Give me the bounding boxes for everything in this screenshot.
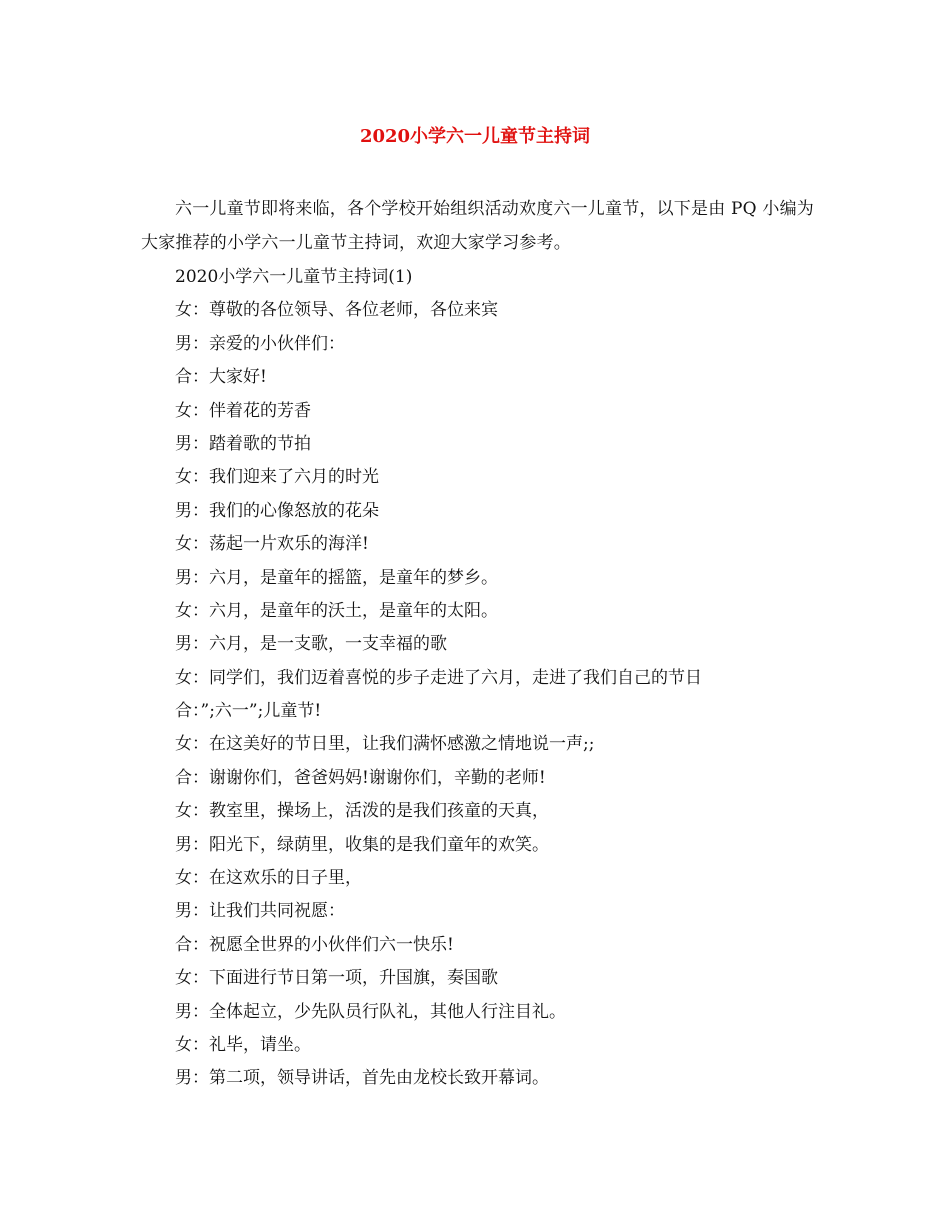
script-lines xyxy=(175,261,815,1096)
script-line: 女：在这美好的节日里，让我们满怀感激之情地说一声;; xyxy=(175,734,595,755)
script-line: 男：踏着歌的节拍 xyxy=(175,433,311,454)
script-line: 男：我们的心像怒放的花朵 xyxy=(175,500,379,521)
script-line: 女：伴着花的芳香 xyxy=(175,400,311,421)
script-line: 女：教室里，操场上，活泼的是我们孩童的天真， xyxy=(175,801,549,822)
script-line: 合：祝愿全世界的小伙伴们六一快乐! xyxy=(175,934,454,955)
script-line: 男：第二项，领导讲话，首先由龙校长致开幕词。 xyxy=(175,1068,549,1089)
script-line: 女：尊敬的各位领导、各位老师，各位来宾 xyxy=(175,300,498,321)
intro-paragraph: 六一儿童节即将来临，各个学校开始组织活动欢度六一儿童节，以下是由 PQ 小编为大家推荐的小学六一儿童节主持词，欢迎大家学习参考。 xyxy=(141,199,814,253)
script-line: 女：同学们，我们迈着喜悦的步子走进了六月，走进了我们自己的节日 xyxy=(175,667,702,688)
script-line: 男：全体起立，少先队员行队礼，其他人行注目礼。 xyxy=(175,1001,566,1022)
script-line: 女：荡起一片欢乐的海洋! xyxy=(175,534,369,555)
script-line: 2020小学六一儿童节主持词(1) xyxy=(175,267,413,287)
script-line: 合：大家好! xyxy=(175,367,267,388)
script-line: 男：六月，是一支歌，一支幸福的歌 xyxy=(175,634,447,655)
script-line: 男：亲爱的小伙伴们： xyxy=(175,333,345,354)
script-line: 合：谢谢你们，爸爸妈妈!谢谢你们，辛勤的老师! xyxy=(175,767,546,788)
document-title: 2020小学六一儿童节主持词 xyxy=(359,126,591,147)
script-line: 女：下面进行节日第一项，升国旗，奏国歌 xyxy=(175,968,498,989)
script-line: 男：阳光下，绿荫里，收集的是我们童年的欢笑。 xyxy=(175,834,549,855)
script-line: 女：我们迎来了六月的时光 xyxy=(175,467,379,488)
script-line: 合：”;六一”;儿童节! xyxy=(175,701,322,722)
script-line: 女：六月，是童年的沃土，是童年的太阳。 xyxy=(175,600,498,621)
script-line: 男：让我们共同祝愿： xyxy=(175,901,345,922)
script-line: 男：六月，是童年的摇篮，是童年的梦乡。 xyxy=(175,567,498,588)
script-line: 女：礼毕，请坐。 xyxy=(175,1034,311,1055)
script-line: 女：在这欢乐的日子里， xyxy=(175,868,362,889)
